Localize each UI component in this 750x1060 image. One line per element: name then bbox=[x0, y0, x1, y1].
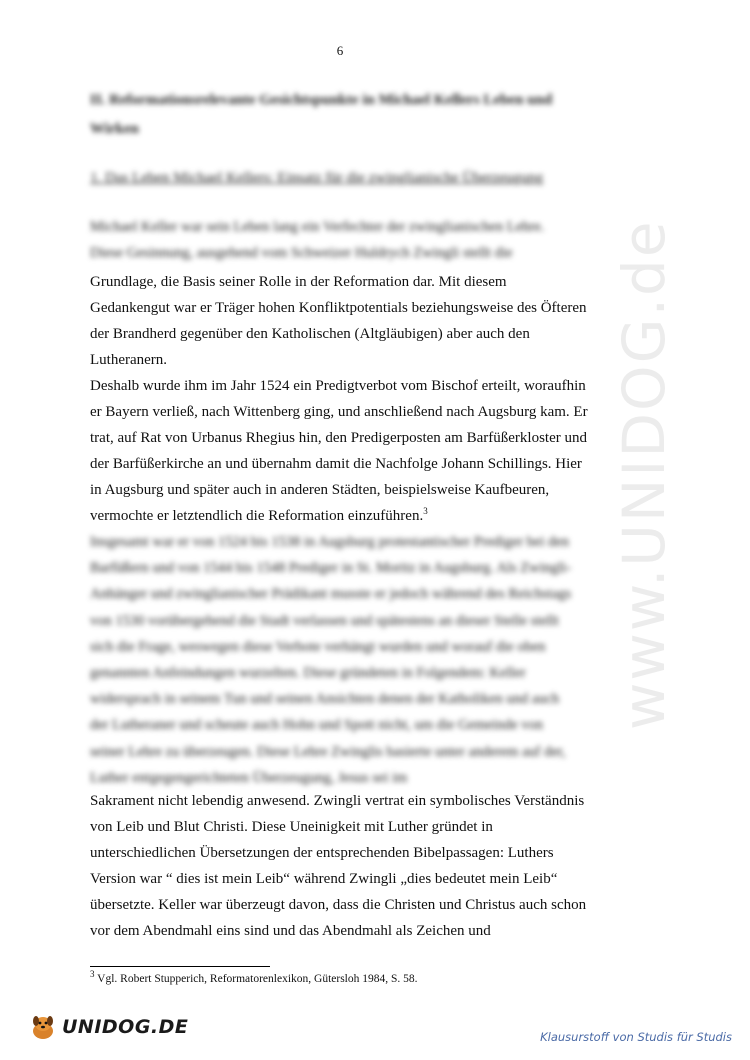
body-paragraph-1b-text: Deshalb wurde ihm im Jahr 1524 ein Predigtverbot vom Bischof erteilt, woraufhin er Bayern verließ, nach Wittenberg ging, und anschließend nach Augsburg kam. Er trat, auf Rat von Urbanus Rhegius hin, den Predigerposten am Barfüßerkloster und der Barfüßerkirche an und übernahm damit die Nachfolge Johann Schillings. Hier in Augsburg und später auch in anderen Städten, beispielsweise Kaufbeuren, vermochte er letztendlich die Reformation einzuführen. bbox=[90, 378, 588, 524]
footnote-text: Vgl. Robert Stupperich, Reformatorenlexikon, Gütersloh 1984, S. 58. bbox=[94, 973, 418, 985]
dog-mascot-icon bbox=[28, 1012, 58, 1042]
tagline: Klausurstoff von Studis für Studis bbox=[540, 1030, 732, 1044]
body-paragraph-2 bbox=[90, 788, 590, 944]
footnote-reference[interactable]: 3 bbox=[423, 506, 428, 516]
body-paragraph-1 bbox=[90, 269, 590, 529]
watermark: www.UNIDOG.de bbox=[610, 219, 678, 730]
blurred-paragraph-1: Michael Keller war sein Leben lang ein Verfechter der zwinglianischen Lehre. Diese Gesinnung, ausgehend vom Schweizer Huldrych Zwingli stellt die bbox=[90, 219, 545, 261]
footnote-number: 3 bbox=[90, 969, 95, 980]
body-paragraph-2-text: Sakrament nicht lebendig anwesend. Zwingli vertrat ein symbolisches Verständnis von Leib und Blut Christi. Diese Uneinigkeit mit Luther gründet in unterschiedlichen Übersetzungen der entsprechenden Bibelpassagen: Luthers Version war “ dies ist mein Leib“ während Zwingli „dies bedeutet mein Leib“ übersetzte. Keller war überzeugt davon, dass die Christen und Christus auch schon vor dem Abendmahl eins sind und das Abendmahl als Zeichen und bbox=[90, 793, 587, 939]
body-paragraph-1b bbox=[90, 373, 590, 529]
blurred-paragraph-2: Insgesamt war er von 1524 bis 1538 in Augsburg protestantischer Prediger bei den Barfüßern und von 1544 bis 1548 Prediger in St. Moritz in Augsburg. Als Zwingli- Anhänger und zwinglianischer Prädikant musste er jedoch während des Reichstags von 1530 vorübergehend die Stadt verlassen und spätestens an dieser Stelle stellt sich die Frage, weswegen diese Verbote verhängt wurden und worauf die oben genannten Anfeindungen wurzelten. Diese gründeten in Folgendem: Keller widersprach in seinem Tun und seinen Ansichten denen der Katholiken und auch der Lutheraner und scheute auch Hohn und Spott nicht, um die Gemeinde von seiner Lehre zu überzeugen. Diese Lehre Zwinglis basierte unter anderem auf der, Luther entgegengerichteten Überzeugung, Jesus sei im bbox=[90, 534, 572, 786]
logo-text: UNIDOG.DE bbox=[62, 1016, 189, 1038]
footnote bbox=[90, 969, 418, 985]
unidog-logo[interactable] bbox=[28, 1012, 188, 1042]
footnote-divider bbox=[90, 966, 270, 967]
body-paragraph-1a: Grundlage, die Basis seiner Rolle in der Reformation dar. Mit diesem Gedankengut war er Träger hohen Konfliktpotentials beziehungsweise des Öfteren der Brandherd gegenüber den Katholischen (Altgläubigen) aber auch den Lutheranern. bbox=[90, 274, 587, 368]
section-subheading: 1. Das Leben Michael Kellers: Einsatz für die zwinglianische Überzeugung bbox=[90, 170, 544, 186]
page-number: 6 bbox=[336, 43, 344, 58]
section-heading: II. Reformationsrelevante Gesichtspunkte in Michael Kellers Leben und Wirken bbox=[90, 92, 553, 137]
